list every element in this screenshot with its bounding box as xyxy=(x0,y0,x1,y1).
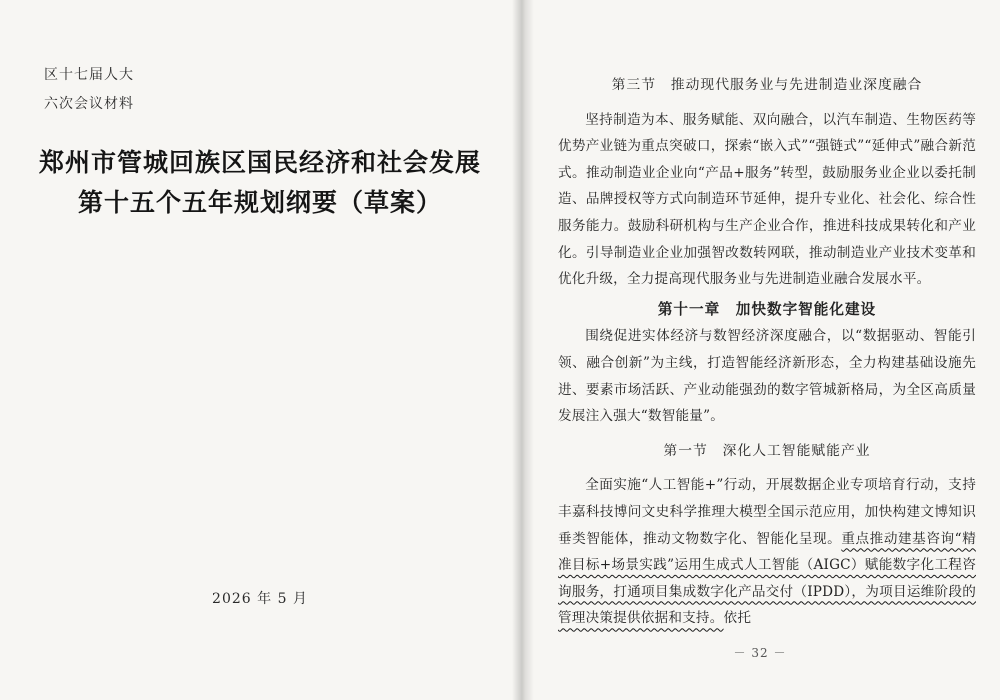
underlined-passage: 重点推动建基咨询“精准目标+场景实践”运用生成式人工智能（AIGC）赋能数字化工程咨询服务，打通项目集成数字化产品交付（IPDD），为项目运维阶段的管理决策提供依据和支持。 xyxy=(558,530,976,627)
section-1-paragraph xyxy=(558,472,976,632)
right-page xyxy=(520,0,1000,700)
chapter-11-paragraph: 围绕促进实体经济与数智经济深度融合，以“数据驱动、智能引领、融合创新”为主线，打造智能经济新形态，全力构建基础设施先进、要素市场活跃、产业动能强劲的数字管城新格局，为全区高质量发展注入强大“数智能量”。 xyxy=(558,328,976,425)
section-3-heading: 第三节 推动现代服务业与先进制造业深度融合 xyxy=(611,77,923,93)
section-3-paragraph: 坚持制造为本、服务赋能、双向融合，以汽车制造、生物医药等优势产业链为重点突破口，探索“嵌入式”“强链式”“延伸式”融合新范式。推动制造业企业向“产品+服务”转型，鼓励服务业企业以委托制造、品牌授权等方式向制造环节延伸，提升专业化、社会化、综合性服务能力。鼓励科研机构与生产企业合作，推进科技成果转化和产业化。引导制造业企业加强智改数转网联，推动制造业产业技术变革和优化升级，全力提高现代服务业与先进制造业融合发展水平。 xyxy=(558,111,976,288)
meta-line-material: 六次会议材料 xyxy=(44,96,134,112)
document-title-line-2: 第十五个五年规划纲要（草案） xyxy=(77,188,442,217)
meta-line-session: 区十七届人大 xyxy=(44,67,134,83)
document-title-line-1: 郑州市管城回族区国民经济和社会发展 xyxy=(38,148,481,177)
page-number: － 32 － xyxy=(733,646,787,660)
chapter-11-heading: 第十一章 加快数字智能化建设 xyxy=(657,300,877,318)
section-1-text: 全面实施“人工智能+”行动，开展数据企业专项培育行动，支持丰嘉科技博问文史科学推理大模型全国示范应用，加快构建文博知识垂类智能体，推动文物数字化、智能化呈现。 xyxy=(558,477,976,547)
section-1-heading: 第一节 深化人工智能赋能产业 xyxy=(663,442,871,459)
section-1-continuation: 依托 xyxy=(723,610,752,627)
right-page-body xyxy=(558,72,976,632)
document-date: 2026 年 5 月 xyxy=(212,591,308,607)
